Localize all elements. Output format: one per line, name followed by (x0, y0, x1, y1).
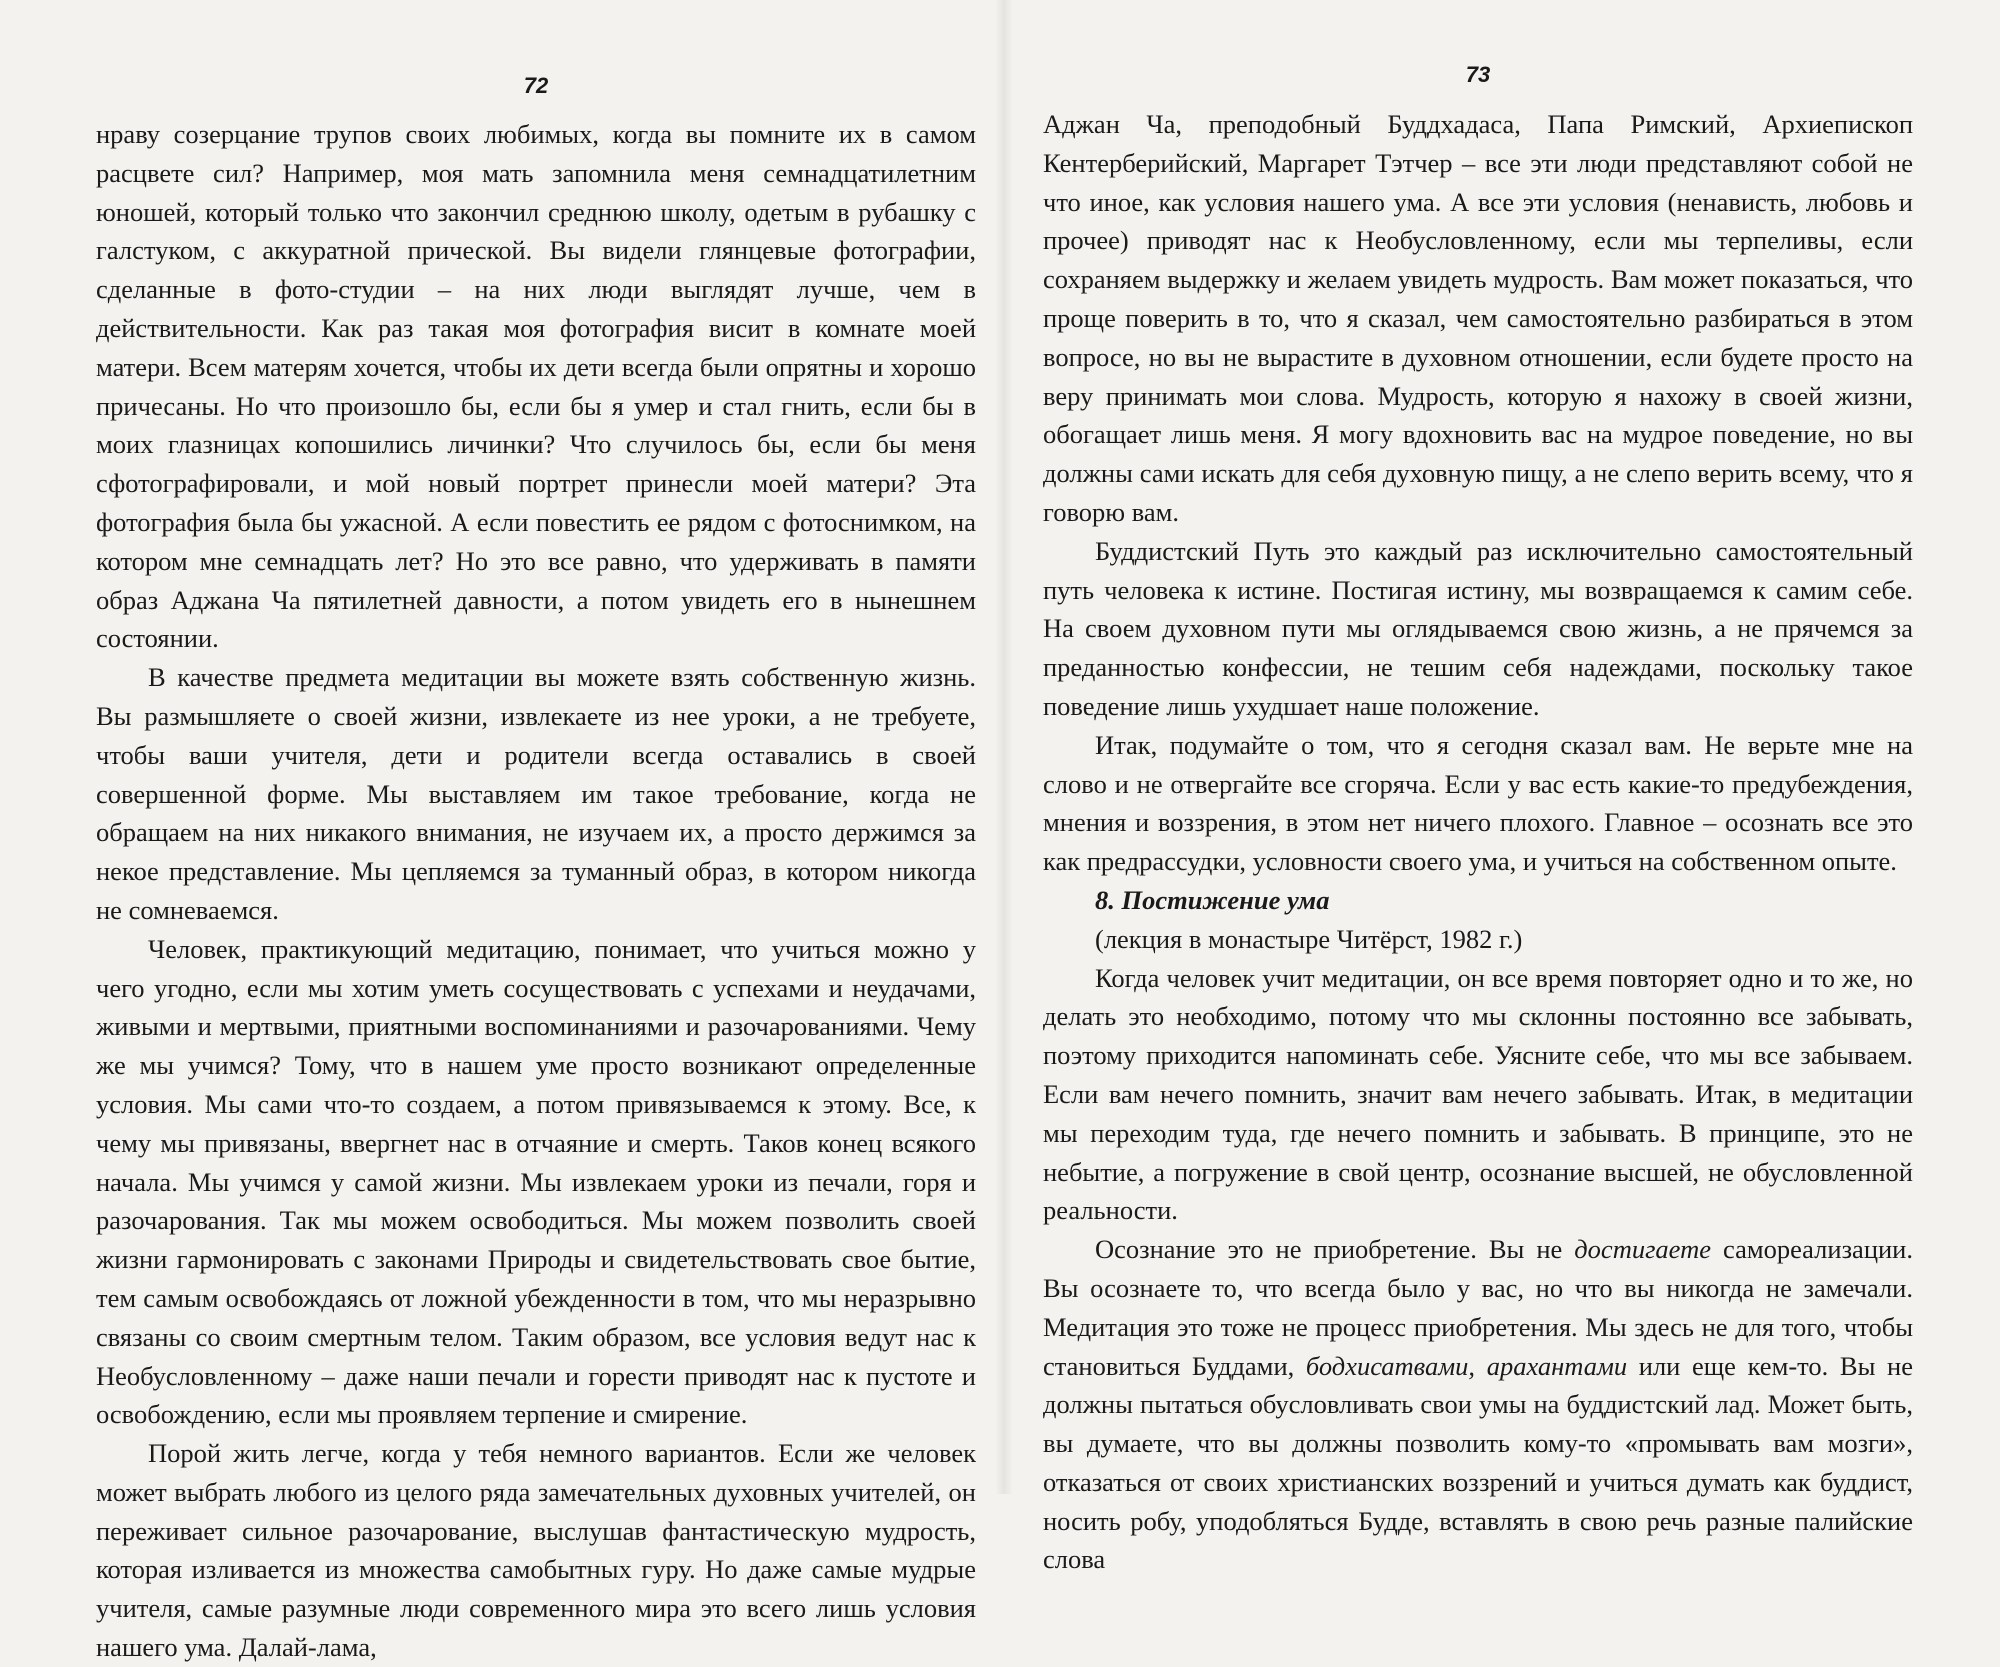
text-run: самореализации. Вы осознаете то, что всегда было у вас, но что вы никогда не замечали. Медитация это тоже не процесс приобретения. Мы здесь не для того, чтобы становиться Буддами, (1043, 1234, 1913, 1381)
paragraph: Буддистский Путь это каждый раз исключительно самостоятельный путь человека к истине. Постигая истину, мы возвращаемся к самим себе. На своем духовном пути мы оглядываемся свою жизнь, а не прячемся за преданностью конфессии, не тешим себя надеждами, поскольку такое поведение лишь ухудшает наше положение. (1043, 535, 1913, 721)
paragraph: В качестве предмета медитации вы можете взять собственную жизнь. Вы размышляете о своей жизни, извлекаете из нее уроки, а не требуете, чтобы ваши учителя, дети и родители всегда оставались в своей совершенной форме. Мы выставляем им такое требование, когда не обращаем на них никакого внимания, не изучаем их, а просто держимся за некое представление. Мы цепляемся за туманный образ, в котором никогда не сомневаемся. (96, 662, 976, 925)
chapter-subheading: (лекция в монастыре Читёрст, 1982 г.) (1095, 923, 1523, 954)
left-page (96, 0, 976, 1663)
paragraph: Когда человек учит медитации, он все время повторяет одно и то же, но делать это необходимо, потому что мы склонны постоянно все забывать, поэтому приходится напоминать себе. Уясните себе, что мы все забываем. Если вам нечего помнить, значит вам нечего забывать. Итак, в медитации мы переходим туда, где нечего помнить и забывать. В принципе, это не небытие, а погружение в свой центр, осознание высшей, не обусловленной реальности. (1043, 962, 1913, 1226)
chapter-heading: 8. Постижение ума (1095, 884, 1330, 915)
book-gutter (995, 0, 1013, 1494)
page-text (96, 115, 976, 1667)
paragraph: Человек, практикующий медитацию, понимает, что учиться можно у чего угодно, если мы хотим уметь сосуществовать с успехами и неудачами, живыми и мертвыми, приятными воспоминаниями и разочарованиями. Чему же мы учимся? Тому, что в нашем уме просто возникают определенные условия. Мы сами что-то создаем, а потом привязываемся к этому. Все, к чему мы привязаны, ввергнет нас в отчаяние и смерть. Таков конец всякого начала. Мы учимся у самой жизни. Мы извлекаем уроки из печали, горя и разочарования. Так мы можем освободиться. Мы можем позволить своей жизни гармонировать с законами Природы и свидетельствовать свое бытие, тем самым освобождаясь от ложной убежденности в том, что мы неразрывно связаны со своим смертным телом. Таким образом, все условия ведут нас к Необусловленному – даже наши печали и горести приводят нас к пустоте и освобождению, если мы проявляем терпение и смирение. (96, 933, 976, 1430)
italic-term: достигаете (1574, 1234, 1711, 1265)
text-run: Осознание это не приобретение. Вы не (1095, 1234, 1575, 1265)
paragraph: Порой жить легче, когда у тебя немного вариантов. Если же человек может выбрать любого из целого ряда замечательных духовных учителей, он переживает сильное разочарование, выслушав фантастическую мудрость, которая изливается из множества самобытных гуру. Но даже самые мудрые учителя, самые разумные люди современного мира это всего лишь условия нашего ума. Далай-лама, (96, 1438, 976, 1663)
paragraph: Аджан Ча, преподобный Буддхадаса, Папа Римский, Архиепископ Кентерберийский, Маргарет Тэтчер – все эти люди представляют собой не что иное, как условия нашего ума. А все эти условия (ненависть, любовь и прочее) приводят нас к Необусловленному, если мы терпеливы, если сохраняем выдержку и желаем увидеть мудрость. Вам может показаться, что проще поверить в то, что я сказал, чем самостоятельно разбираться в этом вопросе, но вы не вырастите в духовном отношении, если будете просто на веру принимать мои слова. Мудрость, которую я нахожу в своей жизни, обогащает лишь меня. Я могу вдохновить вас на мудрое поведение, но вы должны сами искать для себя духовную пищу, а не слепо верить всему, что я говорю вам. (1043, 109, 1913, 527)
page-number: 73 (1465, 62, 1491, 87)
text-run: или еще кем-то. Вы не должны пытаться обусловливать свои умы на буддистский лад. Может быть, вы думаете, что вы должны позволить кому-то «промывать вам мозги», отказаться от своих христианских воззрений и учиться думать как буддист, носить робу, уподобляться Будде, вставлять в свою речь разные палийские слова (1043, 1350, 1913, 1575)
italic-term: бодхисатвами, арахантами (1305, 1350, 1628, 1381)
paragraph: Итак, подумайте о том, что я сегодня сказал вам. Не верьте мне на слово и не отвергайте все сгоряча. Если у вас есть какие-то предубеждения, мнения и воззрения, в этом нет ничего плохого. Главное – осознать все это как предрассудки, условности своего ума, и учиться на собственном опыте. (1043, 729, 1913, 877)
right-page (1043, 0, 1913, 1575)
paragraph (1043, 1230, 1913, 1579)
page-text (1043, 105, 1913, 1579)
paragraph: нраву созерцание трупов своих любимых, когда вы помните их в самом расцвете сил? Например, моя мать запомнила меня семнадцатилетним юношей, который только что закончил среднюю школу, одетым в рубашку с галстуком, с аккуратной прической. Вы видели глянцевые фотографии, сделанные в фото-студии – на них люди выглядят лучше, чем в действительности. Как раз такая моя фотография висит в комнате моей матери. Всем матерям хочется, чтобы их дети всегда были опрятны и хорошо причесаны. Но что произошло бы, если бы я умер и стал гнить, если бы в моих глазницах копошились личинки? Что случилось бы, если бы меня сфотографировали, и мой новый портрет принесли моей матери? Эта фотография была бы ужасной. А если повестить ее рядом с фотоснимком, на котором мне семнадцать лет? Но это все равно, что удерживать в памяти образ Аджана Ча пятилетней давности, а потом увидеть его в нынешнем состоянии. (96, 119, 976, 654)
page-number: 72 (523, 73, 549, 98)
